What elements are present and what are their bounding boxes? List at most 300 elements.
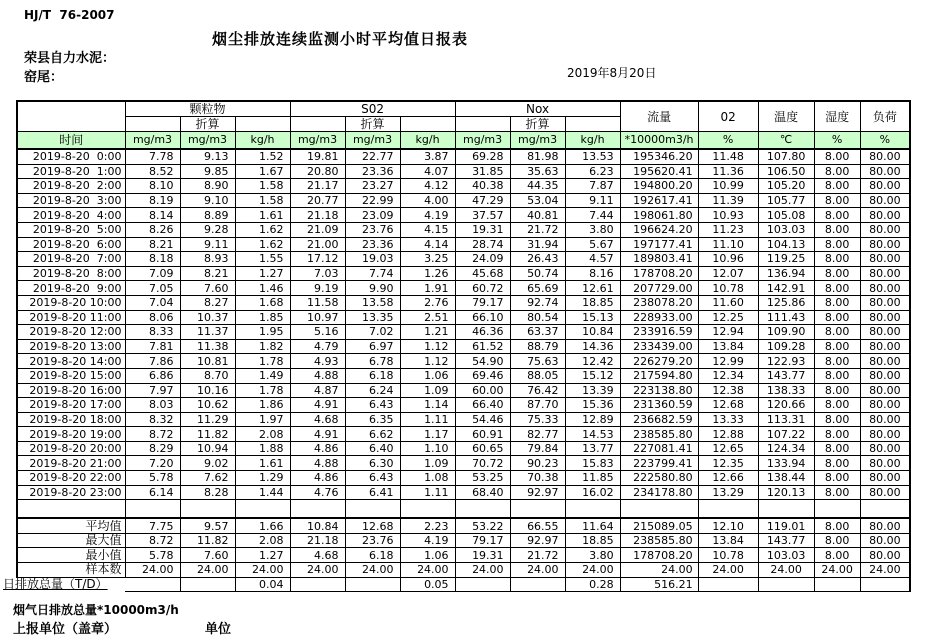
data-cell: 12.68	[698, 398, 758, 413]
data-cell: 111.43	[758, 310, 814, 325]
data-cell: 10.81	[180, 354, 235, 369]
monitoring-point: 窑尾：	[24, 70, 64, 85]
data-cell: 13.77	[565, 441, 620, 456]
data-cell: 4.91	[290, 398, 345, 413]
data-cell: 6.23	[565, 164, 620, 179]
time-cell: 2019-8-20 12:00	[17, 325, 125, 340]
data-cell: 60.65	[455, 441, 510, 456]
data-cell: 9.28	[180, 222, 235, 237]
subheader-blank	[235, 117, 290, 132]
data-cell: 8.00	[814, 412, 860, 427]
data-cell: 119.25	[758, 252, 814, 267]
unit-so2-kgh: kg/h	[400, 132, 455, 150]
unit-nox-converted: mg/m3	[510, 132, 565, 150]
data-cell: 1.88	[235, 441, 290, 456]
data-cell: 109.28	[758, 339, 814, 354]
data-cell: 23.36	[345, 164, 400, 179]
data-cell: 65.69	[510, 281, 565, 296]
data-cell: 80.00	[860, 325, 910, 340]
data-cell: 1.97	[235, 412, 290, 427]
data-cell: 4.19	[400, 208, 455, 223]
data-cell: 80.00	[860, 398, 910, 413]
data-cell: 12.42	[565, 354, 620, 369]
data-cell: 11.23	[698, 222, 758, 237]
unit-o2: %	[698, 132, 758, 150]
data-cell: 4.86	[290, 441, 345, 456]
data-cell: 70.72	[455, 456, 510, 471]
time-cell: 2019-8-20 16:00	[17, 383, 125, 398]
data-cell: 7.97	[125, 383, 180, 398]
data-cell: 19.03	[345, 252, 400, 267]
data-cell: 7.60	[180, 281, 235, 296]
summary-cell: 1.27	[235, 548, 290, 563]
summary-cell: 4.68	[290, 548, 345, 563]
data-cell: 223799.41	[620, 456, 698, 471]
data-cell: 13.58	[345, 295, 400, 310]
data-cell: 8.00	[814, 398, 860, 413]
data-cell: 13.33	[698, 412, 758, 427]
data-cell: 1.12	[400, 339, 455, 354]
daily-total-cell	[180, 577, 235, 592]
time-cell: 2019-8-20 2:00	[17, 179, 125, 194]
data-cell: 113.31	[758, 412, 814, 427]
summary-cell: 8.00	[814, 548, 860, 563]
data-cell: 80.00	[860, 237, 910, 252]
data-cell: 1.86	[235, 398, 290, 413]
data-cell: 7.20	[125, 456, 180, 471]
data-cell: 8.26	[125, 222, 180, 237]
data-cell: 8.21	[125, 237, 180, 252]
data-cell: 6.43	[345, 471, 400, 486]
summary-cell: 238585.80	[620, 533, 698, 548]
summary-cell: 143.77	[758, 533, 814, 548]
col-header-humidity: 湿度	[814, 101, 860, 132]
data-cell: 80.54	[510, 310, 565, 325]
data-cell: 1.61	[235, 456, 290, 471]
spacer-cell	[17, 500, 125, 519]
data-cell: 8.00	[814, 485, 860, 500]
data-cell: 80.00	[860, 368, 910, 383]
summary-label: 平均值	[17, 518, 125, 533]
data-cell: 28.74	[455, 237, 510, 252]
data-cell: 8.00	[814, 295, 860, 310]
subheader-blank	[290, 117, 345, 132]
report-header	[17, 101, 910, 149]
data-cell: 37.57	[455, 208, 510, 223]
unit-nox-kgh: kg/h	[565, 132, 620, 150]
data-cell: 8.00	[814, 383, 860, 398]
data-cell: 1.58	[235, 179, 290, 194]
unit-humidity: %	[814, 132, 860, 150]
data-cell: 11.48	[698, 149, 758, 164]
group-header-pm: 颗粒物	[125, 101, 290, 117]
data-cell: 107.22	[758, 427, 814, 442]
data-cell: 11.38	[180, 339, 235, 354]
daily-total-cell: 0.28	[565, 577, 620, 592]
data-cell: 136.94	[758, 266, 814, 281]
daily-total-cell	[510, 577, 565, 592]
data-cell: 26.43	[510, 252, 565, 267]
data-cell: 11.37	[180, 325, 235, 340]
data-cell: 8.14	[125, 208, 180, 223]
summary-label: 最大值	[17, 533, 125, 548]
spacer-cell	[180, 500, 235, 519]
data-cell: 80.00	[860, 310, 910, 325]
summary-cell: 10.78	[698, 548, 758, 563]
data-cell: 1.68	[235, 295, 290, 310]
data-cell: 11.82	[180, 427, 235, 442]
data-cell: 82.77	[510, 427, 565, 442]
data-cell: 1.85	[235, 310, 290, 325]
data-cell: 9.90	[345, 281, 400, 296]
data-cell: 75.33	[510, 412, 565, 427]
data-cell: 197177.41	[620, 237, 698, 252]
data-cell: 19.31	[455, 222, 510, 237]
data-cell: 6.41	[345, 485, 400, 500]
time-cell: 2019-8-20 7:00	[17, 252, 125, 267]
data-cell: 227081.41	[620, 441, 698, 456]
standard-code: HJ/T 76-2007	[24, 8, 115, 22]
subheader-converted-nox: 折算	[510, 117, 565, 132]
data-cell: 8.00	[814, 339, 860, 354]
spacer-cell	[860, 500, 910, 519]
data-cell: 21.17	[290, 179, 345, 194]
data-cell: 7.44	[565, 208, 620, 223]
data-cell: 207729.00	[620, 281, 698, 296]
data-cell: 106.50	[758, 164, 814, 179]
spacer-cell	[758, 500, 814, 519]
data-cell: 80.00	[860, 441, 910, 456]
data-cell: 1.62	[235, 222, 290, 237]
summary-cell: 6.18	[345, 548, 400, 563]
data-cell: 8.00	[814, 310, 860, 325]
summary-cell: 8.00	[814, 533, 860, 548]
data-cell: 6.40	[345, 441, 400, 456]
time-cell: 2019-8-20 8:00	[17, 266, 125, 281]
data-cell: 1.12	[400, 354, 455, 369]
data-cell: 80.00	[860, 281, 910, 296]
time-cell: 2019-8-20 22:00	[17, 471, 125, 486]
data-cell: 14.36	[565, 339, 620, 354]
data-cell: 195346.20	[620, 149, 698, 164]
spacer-cell	[290, 500, 345, 519]
data-cell: 194800.20	[620, 179, 698, 194]
data-cell: 61.52	[455, 339, 510, 354]
data-cell: 7.78	[125, 149, 180, 164]
data-cell: 80.00	[860, 179, 910, 194]
data-cell: 80.00	[860, 485, 910, 500]
data-cell: 9.85	[180, 164, 235, 179]
data-cell: 22.99	[345, 193, 400, 208]
unit-label: 单位	[205, 622, 232, 637]
data-cell: 12.94	[698, 325, 758, 340]
data-cell: 107.80	[758, 149, 814, 164]
data-cell: 8.52	[125, 164, 180, 179]
data-cell: 238585.80	[620, 427, 698, 442]
summary-cell: 24.00	[235, 563, 290, 578]
data-cell: 10.16	[180, 383, 235, 398]
data-cell: 80.00	[860, 383, 910, 398]
report-body	[3, 149, 910, 592]
data-cell: 236682.59	[620, 412, 698, 427]
data-cell: 1.17	[400, 427, 455, 442]
data-cell: 8.00	[814, 325, 860, 340]
data-cell: 31.85	[455, 164, 510, 179]
data-cell: 3.80	[565, 222, 620, 237]
data-cell: 8.00	[814, 179, 860, 194]
data-cell: 9.19	[290, 281, 345, 296]
data-cell: 2.76	[400, 295, 455, 310]
data-cell: 4.14	[400, 237, 455, 252]
summary-cell: 7.75	[125, 518, 180, 533]
data-cell: 60.00	[455, 383, 510, 398]
data-cell: 222580.80	[620, 471, 698, 486]
data-cell: 7.04	[125, 295, 180, 310]
data-cell: 8.28	[180, 485, 235, 500]
summary-cell: 24.00	[565, 563, 620, 578]
data-cell: 80.00	[860, 456, 910, 471]
time-cell: 2019-8-20 15:00	[17, 368, 125, 383]
data-cell: 8.00	[814, 149, 860, 164]
data-cell: 8.89	[180, 208, 235, 223]
summary-cell: 2.23	[400, 518, 455, 533]
data-cell: 10.97	[290, 310, 345, 325]
summary-cell: 1.06	[400, 548, 455, 563]
data-cell: 122.93	[758, 354, 814, 369]
data-cell: 3.25	[400, 252, 455, 267]
daily-total-cell	[698, 577, 758, 592]
daily-total-cell	[455, 577, 510, 592]
summary-label: 样本数	[17, 563, 125, 578]
summary-cell: 10.84	[290, 518, 345, 533]
data-cell: 53.25	[455, 471, 510, 486]
unit-load: %	[860, 132, 910, 150]
data-cell: 40.38	[455, 179, 510, 194]
data-cell: 12.89	[565, 412, 620, 427]
data-cell: 226279.20	[620, 354, 698, 369]
data-cell: 8.00	[814, 252, 860, 267]
data-cell: 8.70	[180, 368, 235, 383]
data-cell: 1.11	[400, 485, 455, 500]
data-cell: 88.79	[510, 339, 565, 354]
summary-cell: 24.00	[455, 563, 510, 578]
subheader-blank	[455, 117, 510, 132]
data-cell: 21.09	[290, 222, 345, 237]
unit-pm-kgh: kg/h	[235, 132, 290, 150]
data-cell: 14.53	[565, 427, 620, 442]
time-cell: 2019-8-20 11:00	[17, 310, 125, 325]
data-cell: 6.43	[345, 398, 400, 413]
data-cell: 5.67	[565, 237, 620, 252]
data-cell: 4.88	[290, 368, 345, 383]
data-cell: 8.00	[814, 441, 860, 456]
data-cell: 238078.20	[620, 295, 698, 310]
col-header-temperature: 温度	[758, 101, 814, 132]
data-cell: 10.37	[180, 310, 235, 325]
daily-total-cell: 0.05	[400, 577, 455, 592]
data-cell: 8.00	[814, 266, 860, 281]
data-cell: 23.36	[345, 237, 400, 252]
data-cell: 15.83	[565, 456, 620, 471]
data-cell: 7.05	[125, 281, 180, 296]
data-cell: 8.16	[565, 266, 620, 281]
data-cell: 120.66	[758, 398, 814, 413]
data-cell: 80.00	[860, 164, 910, 179]
data-cell: 11.29	[180, 412, 235, 427]
data-cell: 12.38	[698, 383, 758, 398]
data-cell: 81.98	[510, 149, 565, 164]
daily-total-cell: 516.21	[620, 577, 698, 592]
data-cell: 75.63	[510, 354, 565, 369]
data-cell: 18.85	[565, 295, 620, 310]
data-cell: 8.00	[814, 222, 860, 237]
data-cell: 1.09	[400, 456, 455, 471]
data-cell: 88.05	[510, 368, 565, 383]
data-cell: 8.06	[125, 310, 180, 325]
data-cell: 66.10	[455, 310, 510, 325]
time-cell: 2019-8-20 23:00	[17, 485, 125, 500]
summary-cell: 92.97	[510, 533, 565, 548]
data-cell: 233916.59	[620, 325, 698, 340]
daily-total-cell	[345, 577, 400, 592]
summary-cell: 5.78	[125, 548, 180, 563]
data-cell: 103.03	[758, 222, 814, 237]
subheader-blank	[565, 117, 620, 132]
data-cell: 45.68	[455, 266, 510, 281]
data-cell: 80.00	[860, 427, 910, 442]
data-cell: 8.00	[814, 208, 860, 223]
data-cell: 6.18	[345, 368, 400, 383]
data-cell: 69.46	[455, 368, 510, 383]
data-cell: 233439.00	[620, 339, 698, 354]
spacer-cell	[510, 500, 565, 519]
time-cell: 2019-8-20 3:00	[17, 193, 125, 208]
data-cell: 124.34	[758, 441, 814, 456]
data-cell: 12.07	[698, 266, 758, 281]
data-cell: 3.87	[400, 149, 455, 164]
data-cell: 8.00	[814, 164, 860, 179]
time-column-header: 时间	[17, 132, 125, 150]
data-cell: 15.36	[565, 398, 620, 413]
data-cell: 15.12	[565, 368, 620, 383]
data-cell: 138.44	[758, 471, 814, 486]
data-cell: 4.12	[400, 179, 455, 194]
data-cell: 1.78	[235, 354, 290, 369]
col-header-flow: 流量	[620, 101, 698, 132]
data-cell: 1.10	[400, 441, 455, 456]
data-cell: 143.77	[758, 368, 814, 383]
data-cell: 19.81	[290, 149, 345, 164]
data-cell: 4.15	[400, 222, 455, 237]
data-cell: 90.23	[510, 456, 565, 471]
summary-cell: 24.00	[620, 563, 698, 578]
data-cell: 192617.41	[620, 193, 698, 208]
data-cell: 189803.41	[620, 252, 698, 267]
summary-cell: 8.72	[125, 533, 180, 548]
data-cell: 54.46	[455, 412, 510, 427]
data-cell: 7.87	[565, 179, 620, 194]
subheader-converted-so2: 折算	[345, 117, 400, 132]
data-cell: 66.40	[455, 398, 510, 413]
data-cell: 8.00	[814, 368, 860, 383]
data-cell: 54.90	[455, 354, 510, 369]
data-cell: 6.30	[345, 456, 400, 471]
time-header-blank	[17, 101, 125, 132]
data-cell: 6.97	[345, 339, 400, 354]
data-cell: 9.11	[180, 237, 235, 252]
data-cell: 4.07	[400, 164, 455, 179]
data-cell: 80.00	[860, 222, 910, 237]
data-cell: 228933.00	[620, 310, 698, 325]
data-cell: 12.25	[698, 310, 758, 325]
data-cell: 35.63	[510, 164, 565, 179]
data-cell: 8.18	[125, 252, 180, 267]
summary-cell: 4.19	[400, 533, 455, 548]
summary-cell: 24.00	[758, 563, 814, 578]
spacer-cell	[235, 500, 290, 519]
data-cell: 60.72	[455, 281, 510, 296]
data-cell: 20.80	[290, 164, 345, 179]
data-cell: 217594.80	[620, 368, 698, 383]
data-cell: 9.11	[565, 193, 620, 208]
data-cell: 87.70	[510, 398, 565, 413]
data-cell: 6.24	[345, 383, 400, 398]
data-cell: 12.88	[698, 427, 758, 442]
data-cell: 60.91	[455, 427, 510, 442]
data-cell: 9.13	[180, 149, 235, 164]
data-cell: 4.57	[565, 252, 620, 267]
data-cell: 13.35	[345, 310, 400, 325]
summary-cell: 12.68	[345, 518, 400, 533]
company-name: 荣县自力水泥：	[24, 51, 116, 66]
data-cell: 105.20	[758, 179, 814, 194]
col-header-load: 负荷	[860, 101, 910, 132]
data-cell: 4.93	[290, 354, 345, 369]
daily-total-cell	[290, 577, 345, 592]
time-cell: 2019-8-20 0:00	[17, 149, 125, 164]
data-cell: 133.94	[758, 456, 814, 471]
data-cell: 8.00	[814, 281, 860, 296]
summary-cell: 2.08	[235, 533, 290, 548]
summary-cell: 103.03	[758, 548, 814, 563]
data-cell: 1.58	[235, 193, 290, 208]
data-cell: 7.02	[345, 325, 400, 340]
data-cell: 47.29	[455, 193, 510, 208]
data-cell: 8.00	[814, 237, 860, 252]
summary-cell: 215089.05	[620, 518, 698, 533]
summary-cell: 119.01	[758, 518, 814, 533]
time-cell: 2019-8-20 5:00	[17, 222, 125, 237]
summary-cell: 13.84	[698, 533, 758, 548]
data-cell: 13.84	[698, 339, 758, 354]
data-cell: 70.38	[510, 471, 565, 486]
summary-cell: 23.76	[345, 533, 400, 548]
data-cell: 4.86	[290, 471, 345, 486]
summary-cell: 21.18	[290, 533, 345, 548]
data-cell: 23.76	[345, 222, 400, 237]
data-cell: 8.10	[125, 179, 180, 194]
data-cell: 10.94	[180, 441, 235, 456]
summary-cell: 11.64	[565, 518, 620, 533]
data-cell: 178708.20	[620, 266, 698, 281]
data-cell: 196624.20	[620, 222, 698, 237]
time-cell: 2019-8-20 18:00	[17, 412, 125, 427]
spacer-cell	[814, 500, 860, 519]
report-date: 2019年8月20日	[567, 66, 657, 80]
data-cell: 12.35	[698, 456, 758, 471]
data-cell: 6.86	[125, 368, 180, 383]
data-cell: 69.28	[455, 149, 510, 164]
